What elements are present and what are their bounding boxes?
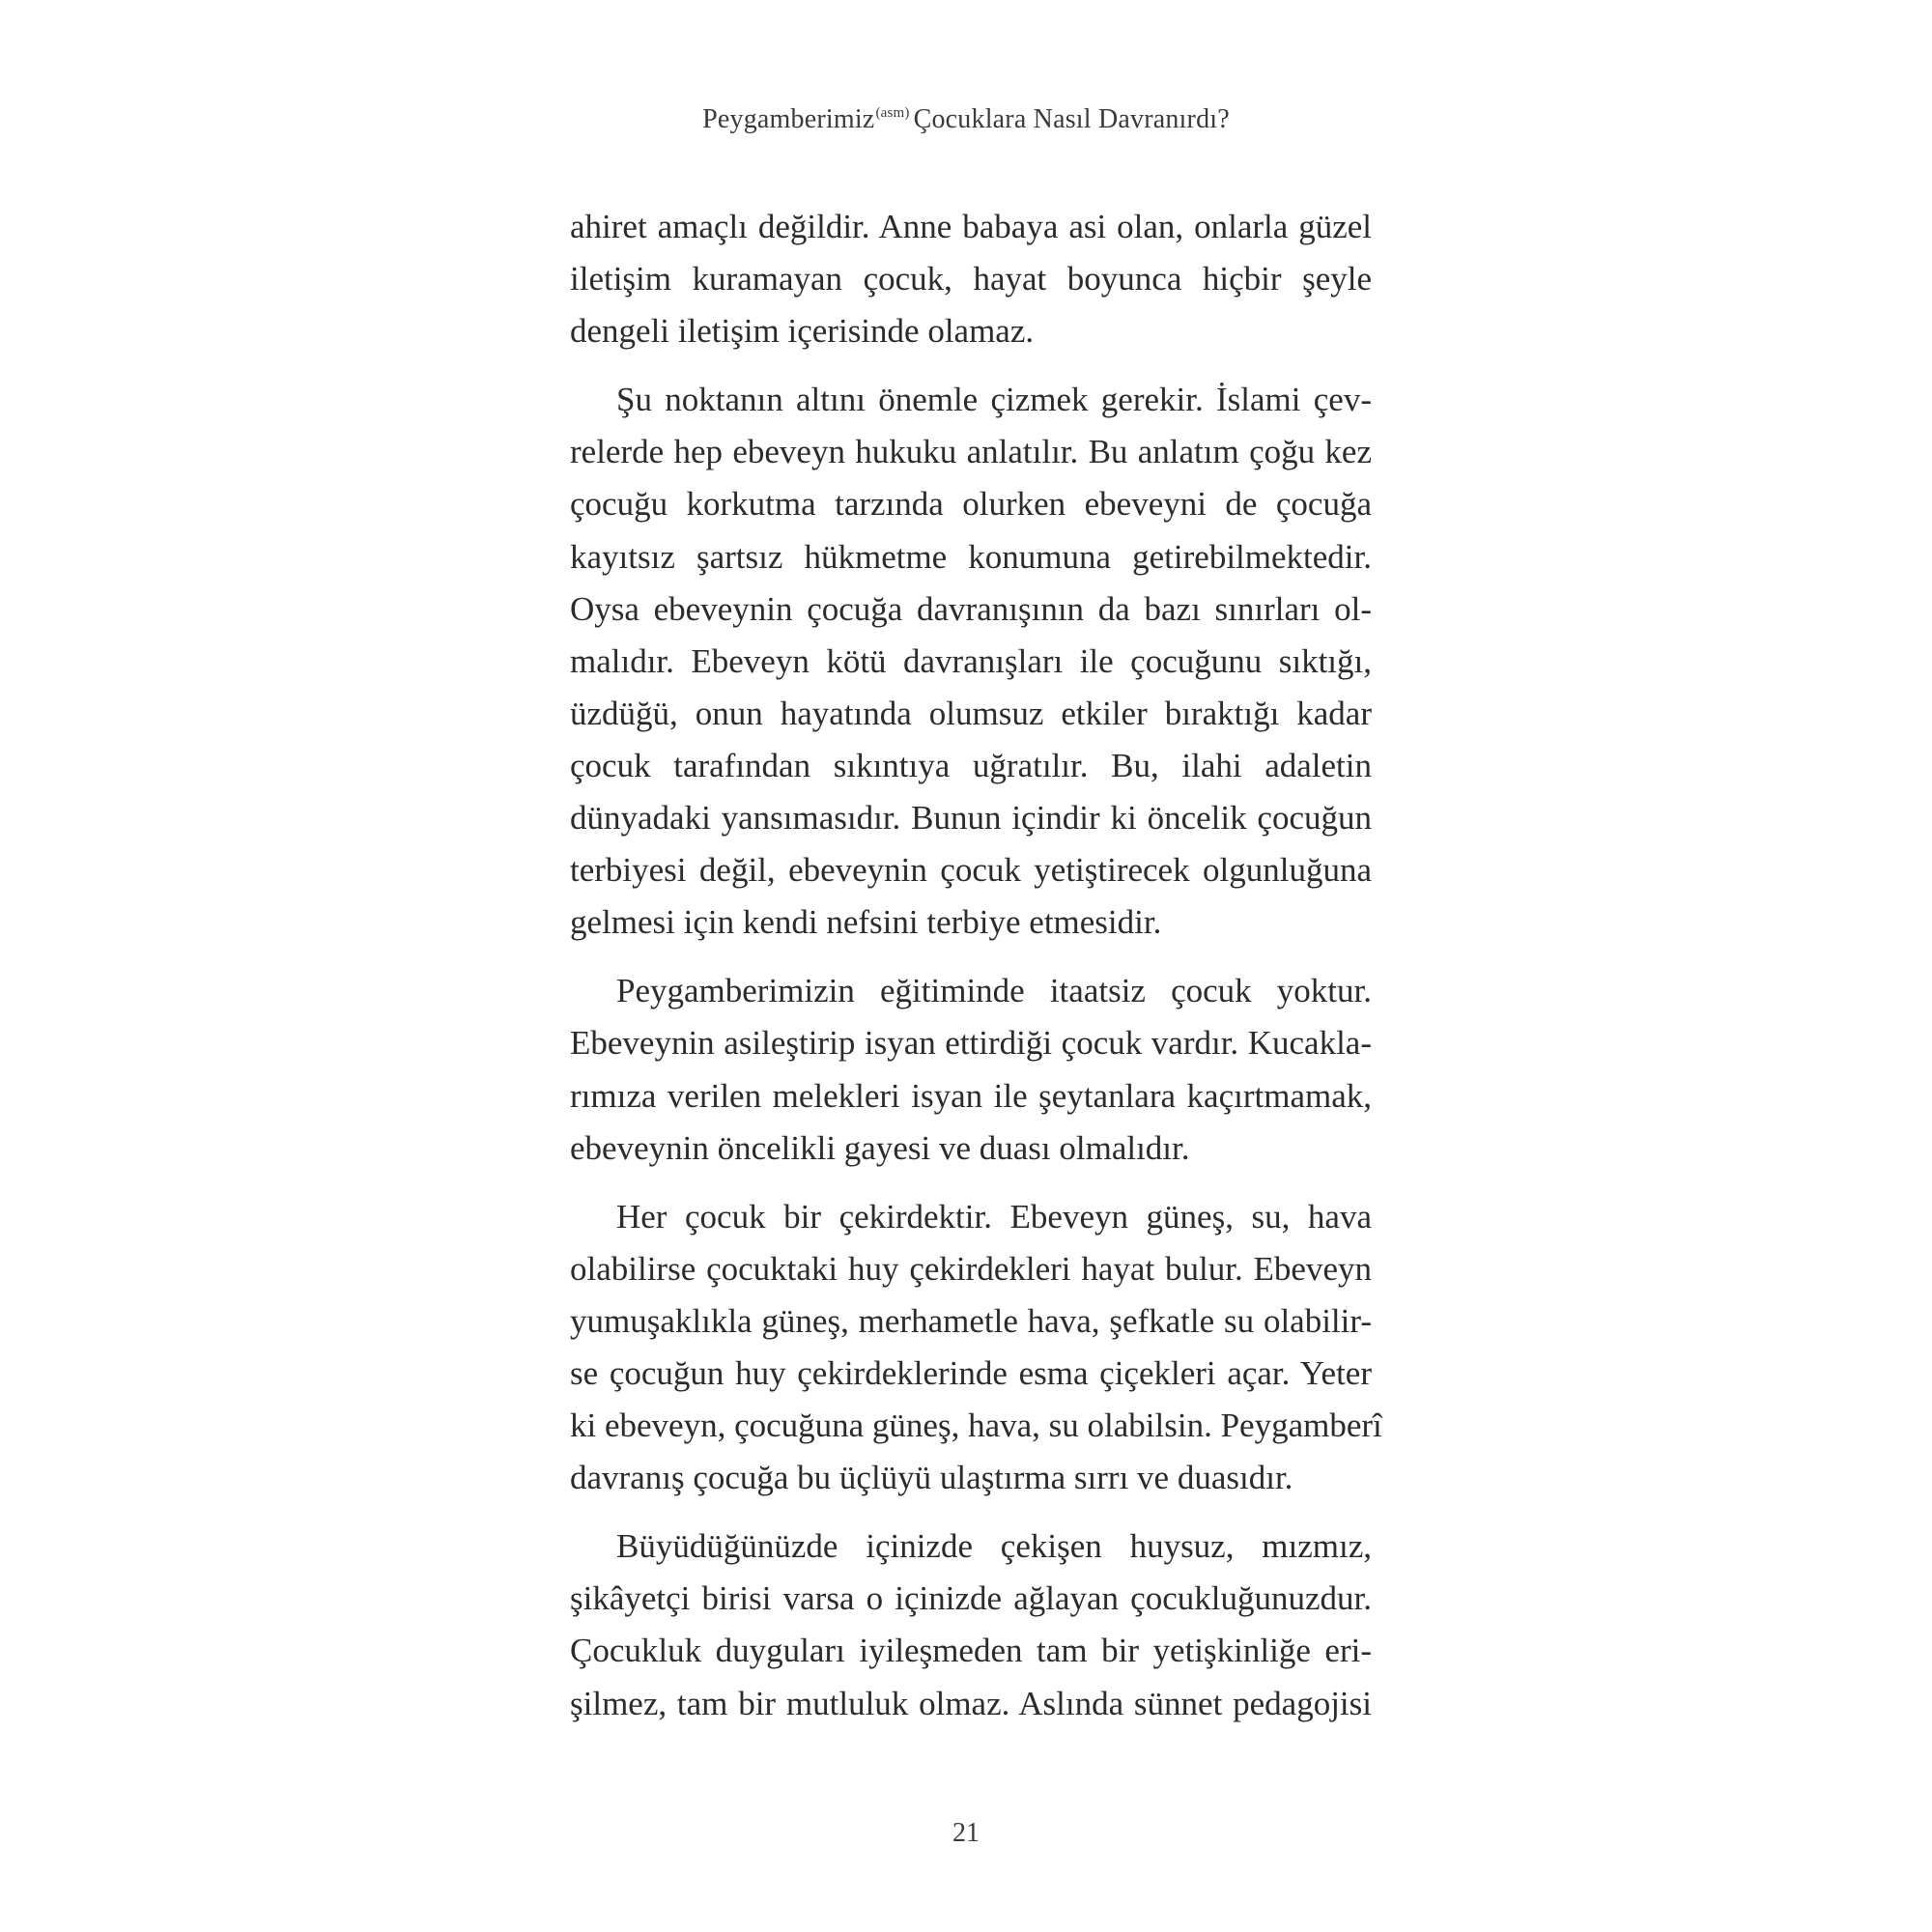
text-line: şikâyetçi birisi varsa o içinizde ağlayan çocukluğunuzdur.: [570, 1579, 1372, 1618]
text-line: Ebeveynin asileştirip isyan ettirdiği çocuk vardır. Kucakla-: [570, 1024, 1372, 1063]
text-line: yumuşaklıkla güneş, merhametle hava, şefkatle su olabilir-: [570, 1301, 1372, 1340]
text-line: kayıtsız şartsız hükmetme konumuna getirebilmektedir.: [570, 537, 1372, 576]
header-title-main: Peygamberimiz: [702, 104, 875, 134]
text-line: davranış çocuğa bu üçlüyü ulaştırma sırrı ve duasıdır.: [570, 1459, 1293, 1497]
text-line: se çocuğun huy çekirdeklerinde esma çiçekleri açar. Yeter: [570, 1353, 1372, 1392]
text-line: çocuk tarafından sıkıntıya uğratılır. Bu, ilahi adaletin: [570, 746, 1372, 784]
text-line: şilmez, tam bir mutluluk olmaz. Aslında sünnet pedagojisi: [570, 1684, 1372, 1722]
running-header: [0, 104, 1932, 135]
text-line: Her çocuk bir çekirdektir. Ebeveyn güneş, su, hava: [616, 1197, 1372, 1236]
text-line: dengeli iletişim içerisinde olamaz.: [570, 312, 1035, 351]
header-title-superscript: (asm): [875, 105, 910, 121]
header-title-rest: Çocuklara Nasıl Davranırdı?: [913, 104, 1230, 134]
text-line: terbiyesi değil, ebeveynin çocuk yetiştirecek olgunluğuna: [570, 851, 1372, 890]
paragraph: [570, 965, 1372, 1174]
text-line: ki ebeveyn, çocuğuna güneş, hava, su olabilsin. Peygamberî: [570, 1406, 1382, 1445]
paragraph: [570, 201, 1372, 357]
page-number: 21: [952, 1818, 980, 1848]
paragraph: [570, 1520, 1372, 1729]
text-line: rımıza verilen melekleri isyan ile şeytanlara kaçırtmamak,: [570, 1076, 1372, 1115]
text-line: ahiret amaçlı değildir. Anne babaya asi olan, onlarla güzel: [570, 208, 1372, 245]
text-line: malıdır. Ebeveyn kötü davranışları ile çocuğunu sıktığı,: [570, 641, 1372, 680]
text-line: Çocukluk duyguları iyileşmeden tam bir yetişkinliğe eri-: [570, 1632, 1372, 1670]
text-line: Oysa ebeveynin çocuğa davranışının da bazı sınırları ol-: [570, 589, 1372, 628]
text-line: iletişim kuramayan çocuk, hayat boyunca hiçbir şeyle: [570, 260, 1372, 298]
text-line: Şu noktanın altını önemle çizmek gerekir. İslami çev-: [616, 381, 1372, 419]
text-line: Büyüdüğünüzde içinizde çekişen huysuz, mızmız,: [616, 1527, 1372, 1566]
text-line: Peygamberimizin eğitiminde itaatsiz çocuk yoktur.: [616, 972, 1372, 1010]
text-line: olabilirse çocuktaki huy çekirdekleri hayat bulur. Ebeveyn: [570, 1249, 1372, 1288]
text-line: dünyadaki yansımasıdır. Bunun içindir ki öncelik çocuğun: [570, 799, 1372, 838]
text-line: relerde hep ebeveyn hukuku anlatılır. Bu anlatım çoğu kez: [570, 433, 1372, 471]
paragraph: [570, 1191, 1382, 1505]
text-line: çocuğu korkutma tarzında olurken ebeveyni de çocuğa: [570, 485, 1372, 524]
body-text: [570, 201, 1382, 1747]
text-line: ebeveynin öncelikli gayesi ve duası olmalıdır.: [570, 1128, 1190, 1167]
paragraph: [570, 374, 1372, 949]
text-line: üzdüğü, onun hayatında olumsuz etkiler bıraktığı kadar: [570, 694, 1372, 732]
text-line: gelmesi için kendi nefsini terbiye etmesidir.: [570, 903, 1162, 942]
